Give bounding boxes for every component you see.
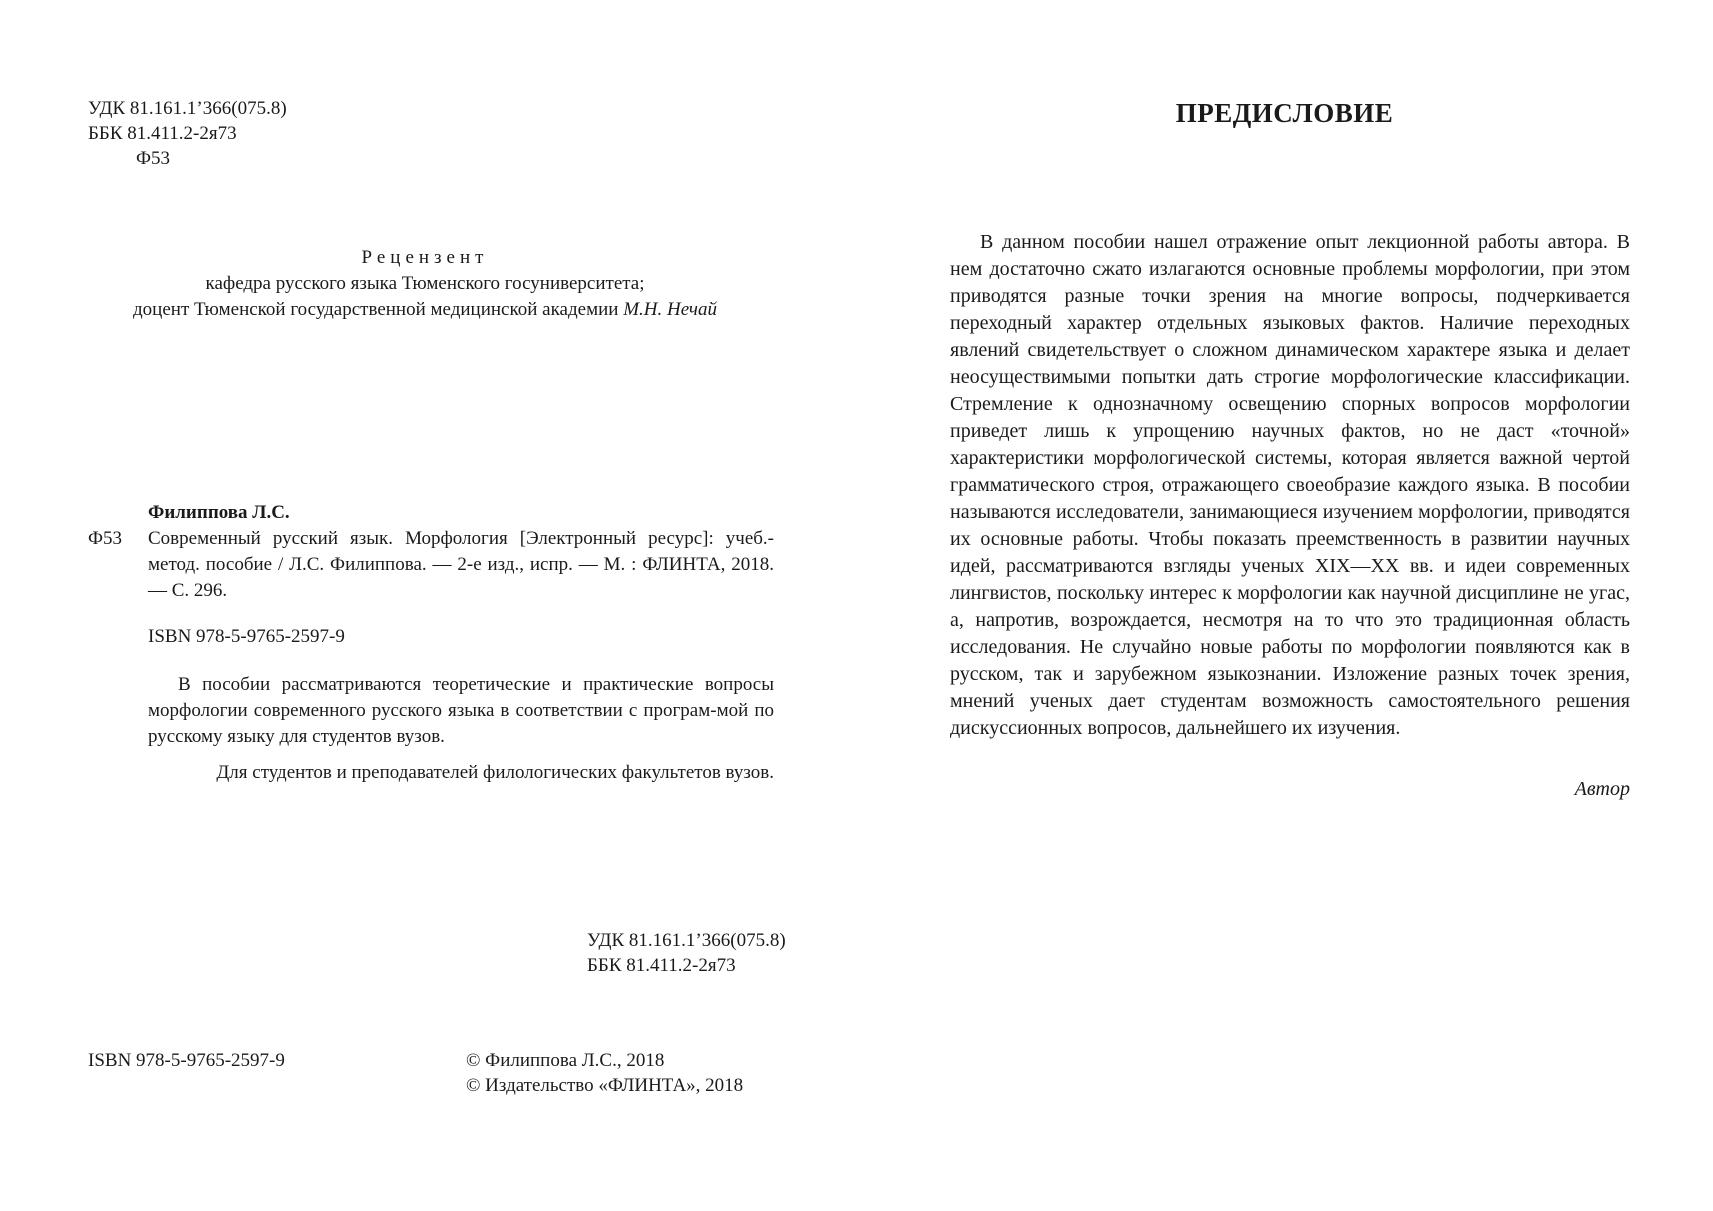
- copyright-author: © Филиппова Л.С., 2018: [466, 1050, 665, 1071]
- biblio-isbn: ISBN 978-5-9765-2597-9: [148, 626, 345, 647]
- bbk-code: ББК 81.411.2-2я73: [88, 123, 237, 144]
- biblio-description-row: [88, 526, 774, 604]
- preface-signature: Автор: [1574, 778, 1630, 800]
- preface-body: В данном пособии нашел отражение опыт лекционной работы автора. В нем достаточно сжато излагаются основные проблемы морфологии, при этом приводятся разные точки зрения на многие вопросы, подчеркивается переходный характер отдельных языковых фактов. Наличие переходных явлений свидетельствует о сложном динамическом характере языка и делает неосуществимыми попытки дать строгие морфологические классификации. Стремление к однозначному освещению спорных вопросов морфологии приведет лишь к упрощению научных фактов, но не даст «точной» характеристики морфологической системы, которая является важной чертой грамматического строя, отражающего своеобразие каждого языка. В пособии называются исследователи, занимающиеся изучением морфологии, приводятся их основные работы. Чтобы показать преемственность в развитии научных идей, рассматриваются взгляды ученых XIX—XX вв. и идеи современных лингвистов, поскольку интерес к морфологии как научной дисциплине не угас, а, напротив, возрождается, несмотря на то что это традиционная область исследования. Не случайно новые работы по морфологии появляются как в русском, так и зарубежном языкознании. Изложение разных точек зрения, мнений ученых дает студентам возможность самостоятельного решения дискуссионных вопросов, дальнейшего их изучения.: [950, 231, 1630, 739]
- biblio-cipher: Ф53: [88, 528, 123, 549]
- biblio-annotation: В пособии рассматриваются теоретические и практические вопросы морфологии современного русского языка в соответствии с програм-мой по русскому языку для студентов вузов.: [148, 674, 774, 747]
- biblio-description: Современный русский язык. Морфология [Электронный ресурс]: учеб.-метод. пособие / Л.С. Филиппова. — 2-е изд., испр. — М. : ФЛИНТА, 2018. — С. 296.: [148, 528, 774, 601]
- bbk-code-bottom: ББК 81.411.2-2я73: [587, 955, 736, 976]
- left-page: [0, 0, 856, 1211]
- classification-codes-top: [88, 96, 287, 171]
- classification-codes-bottom: [587, 928, 786, 978]
- isbn-bottom: ISBN 978-5-9765-2597-9: [88, 1050, 285, 1071]
- biblio-audience: Для студентов и преподавателей филологических факультетов вузов.: [216, 762, 774, 783]
- udk-code: УДК 81.161.1’366(075.8): [88, 98, 287, 119]
- reviewer-line-2: [80, 297, 770, 323]
- reviewer-affiliation: доцент Тюменской государственной медицинской академии: [133, 299, 619, 320]
- udk-code-bottom: УДК 81.161.1’366(075.8): [587, 930, 786, 951]
- reviewer-block: [80, 245, 770, 323]
- copyright-block: [466, 1048, 743, 1098]
- reviewer-name: М.Н. Нечай: [623, 299, 717, 320]
- reviewer-heading: Рецензент: [361, 247, 489, 268]
- copyright-publisher: © Издательство «ФЛИНТА», 2018: [466, 1075, 744, 1096]
- preface-title: ПРЕДИСЛОВИЕ: [1175, 98, 1394, 128]
- biblio-author: Филиппова Л.С.: [148, 502, 290, 523]
- author-cipher: Ф53: [136, 148, 171, 169]
- reviewer-line-1: кафедра русского языка Тюменского госуниверситета;: [205, 273, 645, 294]
- bibliographic-record: [88, 500, 774, 786]
- right-page: [856, 0, 1713, 1211]
